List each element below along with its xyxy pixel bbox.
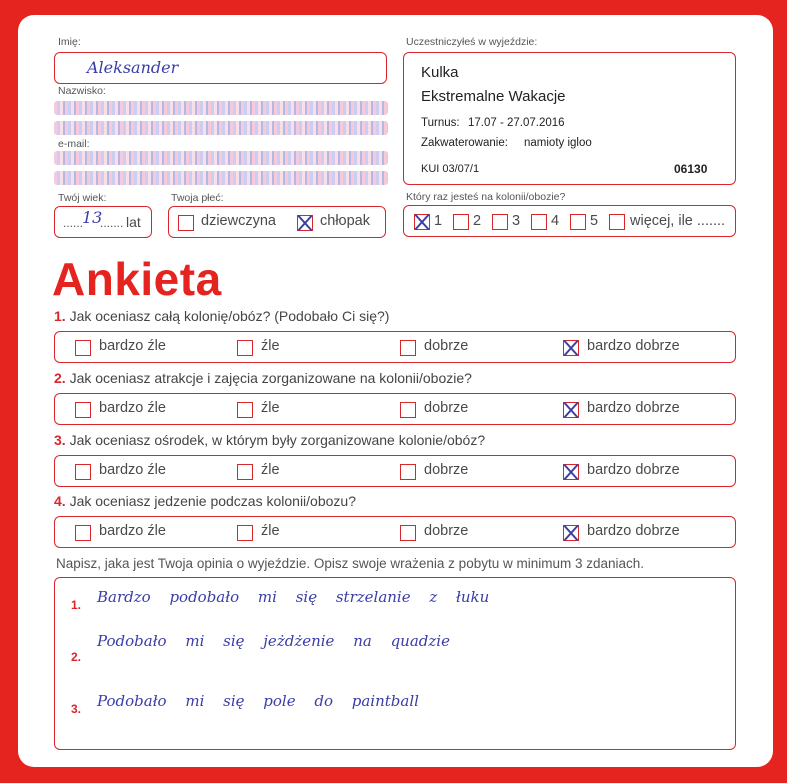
opinion-line-1: Bardzo podobało mi się strzelanie z łuku [97,588,490,606]
age-dots-after: ....... [100,216,124,230]
times-2-checkbox[interactable] [453,214,469,230]
q2-zle-checkbox[interactable] [237,402,253,418]
q1-bardzo-zle-checkbox[interactable] [75,340,91,356]
age-dots-before: ...... [63,216,84,230]
gender-female-checkbox[interactable] [178,215,194,231]
gender-male-label: chłopak [320,213,370,229]
age-field[interactable] [54,206,152,238]
q1-bardzo-dobrze-checkbox[interactable] [563,340,579,356]
times-4-checkbox[interactable] [531,214,547,230]
q4-dobrze-label: dobrze [424,523,469,539]
question-4-answers [54,516,736,548]
gender-female-label: dziewczyna [201,213,276,229]
q2-bardzo-dobrze-label: bardzo dobrze [587,400,680,416]
age-value: 13 [82,208,103,227]
q4-bardzo-dobrze-checkbox[interactable] [563,525,579,541]
times-more-checkbox[interactable] [609,214,625,230]
trip-number: 06130 [674,162,708,176]
accommodation-label: Zakwaterowanie: [421,137,508,149]
times-field [403,205,736,237]
opinion-line-3: Podobało mi się pole do paintball [97,692,419,710]
q3-bardzo-dobrze-checkbox[interactable] [563,464,579,480]
opinion-line-1-num: 1. [71,598,82,612]
q2-dobrze-label: dobrze [424,400,469,416]
trip-info-box [403,52,736,185]
q3-zle-checkbox[interactable] [237,464,253,480]
survey-title: Ankieta [52,253,222,305]
first-name-field[interactable] [54,52,387,84]
q4-bardzo-dobrze-label: bardzo dobrze [587,523,680,539]
times-label: Który raz jesteś na kolonii/obozie? [406,191,566,203]
q2-dobrze-checkbox[interactable] [400,402,416,418]
first-name-value: Aleksander [87,58,179,77]
turnus-value: 17.07 - 27.07.2016 [468,117,565,129]
question-1: 1. Jak oceniasz całą kolonię/obóz? (Podobało Ci się?) [54,308,390,324]
q1-zle-label: źle [261,338,280,354]
q3-bardzo-zle-checkbox[interactable] [75,464,91,480]
age-label: Twój wiek: [58,192,107,204]
opinion-line-2: Podobało mi się jeżdżenie na quadzie [97,632,450,650]
q1-bardzo-dobrze-label: bardzo dobrze [587,338,680,354]
times-1-label: 1 [434,213,443,229]
q4-dobrze-checkbox[interactable] [400,525,416,541]
last-name-label: Nazwisko: [58,85,106,97]
question-2-answers [54,393,736,425]
trip-code: KUI 03/07/1 [421,163,480,175]
question-2: 2. Jak oceniasz atrakcje i zajęcia zorganizowane na kolonii/obozie? [54,370,472,386]
email-redacted [54,151,390,191]
turnus-label: Turnus: [421,117,460,129]
q3-bardzo-zle-label: bardzo źle [99,462,166,478]
first-name-label: Imię: [58,36,81,48]
opinion-line-2-num: 2. [71,650,82,664]
q2-zle-label: źle [261,400,280,416]
trip-name-1: Kulka [421,64,459,81]
q4-bardzo-zle-checkbox[interactable] [75,525,91,541]
q3-bardzo-dobrze-label: bardzo dobrze [587,462,680,478]
times-5-label: 5 [590,213,599,229]
q3-zle-label: źle [261,462,280,478]
times-4-label: 4 [551,213,560,229]
q2-bardzo-zle-label: bardzo źle [99,400,166,416]
opinion-line-3-num: 3. [71,702,82,716]
q1-dobrze-checkbox[interactable] [400,340,416,356]
opinion-prompt: Napisz, jaka jest Twoja opinia o wyjeździe. Opisz swoje wrażenia z pobytu w minimum 3 zdaniach. [56,556,645,571]
q4-zle-checkbox[interactable] [237,525,253,541]
q1-bardzo-zle-label: bardzo źle [99,338,166,354]
q1-dobrze-label: dobrze [424,338,469,354]
age-unit: lat [126,214,141,230]
gender-field [168,206,386,238]
trip-label: Uczestniczyłeś w wyjeździe: [406,36,538,48]
email-label: e-mail: [58,138,90,150]
q3-dobrze-label: dobrze [424,462,469,478]
gender-male-checkbox[interactable] [297,215,313,231]
times-5-checkbox[interactable] [570,214,586,230]
opinion-box[interactable] [54,577,736,750]
question-3: 3. Jak oceniasz ośrodek, w którym były zorganizowane kolonie/obóz? [54,432,486,448]
last-name-redacted [54,99,390,139]
accommodation-value: namioty igloo [524,137,592,149]
survey-card [18,15,773,767]
q4-bardzo-zle-label: bardzo źle [99,523,166,539]
q1-zle-checkbox[interactable] [237,340,253,356]
times-1-checkbox[interactable] [414,214,430,230]
times-2-label: 2 [473,213,482,229]
times-more-label: więcej, ile ....... [630,213,726,229]
q2-bardzo-zle-checkbox[interactable] [75,402,91,418]
trip-name-2: Ekstremalne Wakacje [421,88,566,105]
times-3-checkbox[interactable] [492,214,508,230]
gender-label: Twoja płeć: [171,192,224,204]
q4-zle-label: źle [261,523,280,539]
question-3-answers [54,455,736,487]
q2-bardzo-dobrze-checkbox[interactable] [563,402,579,418]
question-1-answers [54,331,736,363]
times-3-label: 3 [512,213,521,229]
question-4: 4. Jak oceniasz jedzenie podczas kolonii/obozu? [54,493,356,509]
q3-dobrze-checkbox[interactable] [400,464,416,480]
